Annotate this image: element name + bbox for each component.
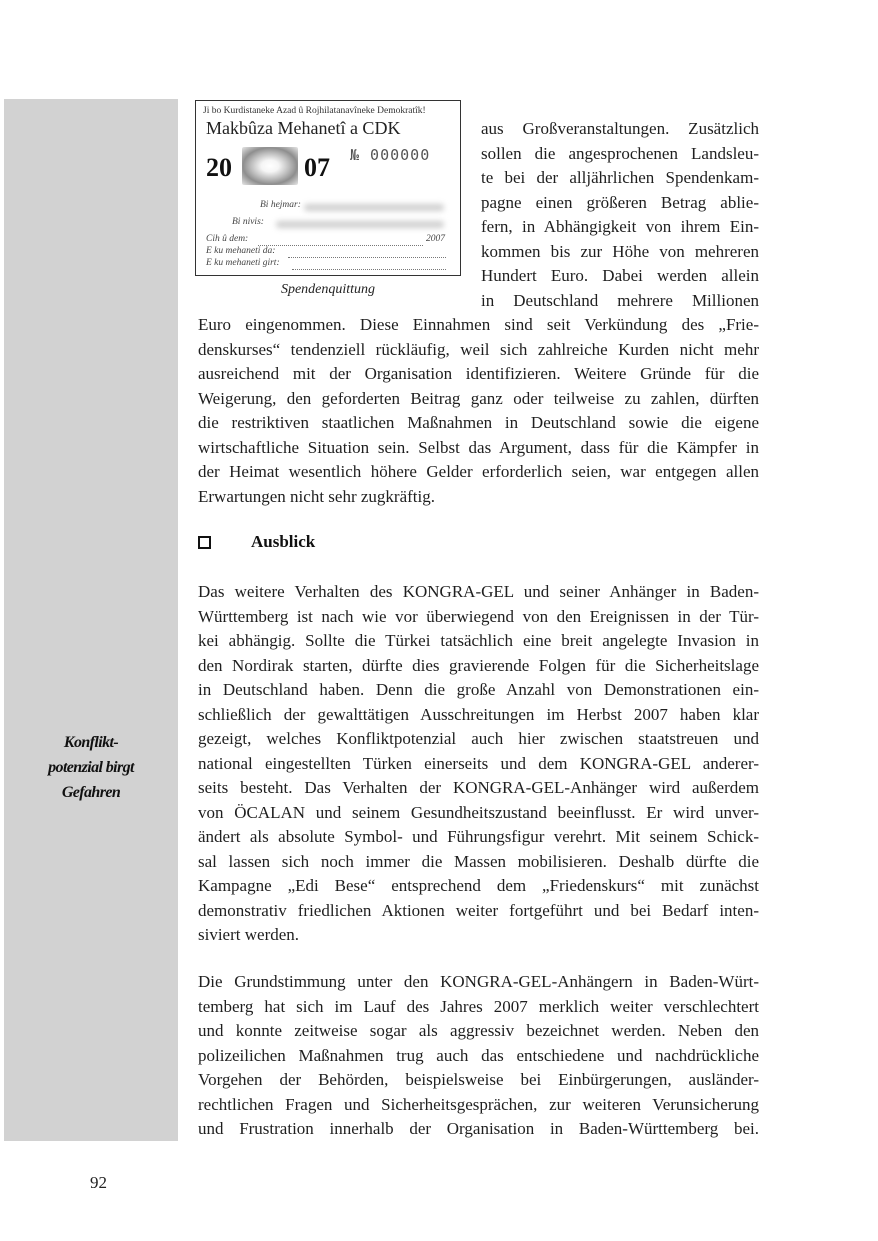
dotted-line (288, 257, 446, 258)
receipt-field-signed: Bi nivis: (232, 217, 264, 227)
margin-note-line: Gefahren (61, 784, 121, 801)
figure-caption: Spendenquittung (280, 282, 376, 297)
text-line: ändert als absolute Symbol- und Führungsfigur verehrt. Mit seinem Schick- (198, 827, 759, 846)
page-number: 92 (90, 1173, 107, 1192)
margin-sidebar (4, 99, 178, 1141)
text-line: den Nordirak starten, dürfte dies gravierende Folgen für die Sicherheitslage (198, 655, 759, 675)
text-line: Vorgehen der Behörden, beispielsweise bei Einbürgerungen, ausländer- (198, 1070, 759, 1089)
receipt-field-date: Cih û dem: (206, 234, 249, 244)
receipt-header: Ji bo Kurdistaneke Azad û Rojhilatanavîneke Demokratîk! (203, 106, 426, 116)
section-heading-text: Ausblick (251, 532, 316, 551)
text-line: demonstrativ friedlichen Aktionen weiter fortgeführt und bei Bedarf inten- (198, 900, 759, 920)
receipt-date-year: 2007 (426, 234, 445, 244)
text-line: die restriktiven staatlichen Maßnahmen in Deutschland sowie die eigene (198, 413, 759, 432)
text-line: Die Grundstimmung unter den KONGRA-GEL-Anhängern in Baden-Würt- (198, 972, 759, 991)
text-line: sal lassen sich noch immer die Massen mobilisieren. Deshalb dürfte die (198, 851, 759, 871)
dotted-line (258, 245, 423, 246)
margin-note-line: potenzial birgt (48, 759, 134, 776)
text-line: aus Großveranstaltungen. Zusätzlich (481, 119, 759, 138)
text-line: in Deutschland mehrere Millionen (481, 290, 759, 310)
text-line: polizeilichen Maßnahmen trug auch das entschiedene und nachdrückliche (198, 1045, 759, 1065)
receipt-title: Makbûza Mehanetî a CDK (206, 118, 401, 138)
text-line: denskurses“ tendenziell rückläufig, weil sich zahlreiche Kurden nicht mehr (198, 339, 759, 359)
text-line: Erwartungen nicht sehr zugkräftig. (198, 486, 435, 506)
text-line: pagne einen größeren Betrag ablie- (481, 192, 759, 212)
receipt-field-name: Bi hejmar: (260, 200, 301, 210)
text-line: in Deutschland haben. Denn die große Anzahl von Demonstrationen ein- (198, 680, 759, 699)
paragraph-mood (198, 970, 759, 1142)
receipt-year-right: 07 (304, 153, 330, 182)
text-line: te bei der alljährlichen Spendenkam- (481, 168, 759, 187)
text-line: Weigerung, den geforderten Beitrag ganz oder teilweise zu zahlen, dürften (198, 388, 759, 408)
text-line: temberg hat sich im Lauf des Jahres 2007 merklich weiter verschlechtert (198, 996, 759, 1016)
text-line: kei abhängig. Sollte die Türkei tatsächlich eine breit angelegte Invasion in (198, 631, 759, 650)
text-line: Hundert Euro. Dabei werden allein (481, 266, 759, 285)
text-line: gezeigt, welches Konfliktpotenzial auch hier zwischen staatstreuen und (198, 729, 759, 748)
paragraph-donations (198, 313, 759, 509)
section-heading (198, 532, 315, 552)
text-line: und konnte zeitweise sogar als aggressiv bezeichnet werden. Neben den (198, 1021, 759, 1040)
text-line: Kampagne „Edi Bese“ entsprechend dem „Friedenskurs“ mit zunächst (198, 876, 759, 895)
receipt-year-left: 20 (206, 153, 232, 182)
receipt-field-amount-received: E ku mehaneti girt: (206, 258, 280, 268)
sun-emblem-icon (242, 147, 298, 185)
text-line: national eingestellten Türken einerseits und dem KONGRA-GEL anderer- (198, 753, 759, 773)
paragraph-beside-figure (481, 117, 759, 313)
margin-note-line: Konflikt- (63, 734, 119, 751)
text-line: Euro eingenommen. Diese Einnahmen sind seit Verkündung des „Frie- (198, 315, 759, 334)
dotted-line (292, 269, 446, 270)
text-line: Das weitere Verhalten des KONGRA-GEL und seiner Anhänger in Baden- (198, 582, 759, 601)
text-line: seits besteht. Das Verhalten der KONGRA-GEL-Anhänger wird außerdem (198, 778, 759, 797)
blurred-value (304, 204, 444, 211)
text-line: kommen bis zur Höhe von mehreren (481, 241, 759, 261)
receipt-number: № 000000 (350, 146, 431, 164)
text-line: und Frustration innerhalb der Organisation in Baden-Württemberg bei. (198, 1119, 759, 1138)
text-line: der Heimat wesentlich höhere Gelder erforderlich seien, war entgegen allen (198, 462, 759, 481)
text-line: siviert werden. (198, 925, 300, 944)
paragraph-outlook (198, 580, 759, 948)
text-line: von ÖCALAN und seinem Gesundheitszustand beeinflusst. Er wird unver- (198, 802, 759, 822)
checkbox-bullet-icon (198, 536, 211, 549)
text-line: wirtschaftliche Situation sein. Selbst das Argument, dass für die Kämpfer in (198, 437, 759, 457)
donation-receipt-figure (195, 100, 461, 276)
blurred-value (276, 221, 444, 228)
text-line: schließlich der gewalttätigen Ausschreitungen im Herbst 2007 haben klar (198, 704, 759, 724)
text-line: ausreichend mit der Organisation identifizieren. Weitere Gründe für die (198, 364, 759, 383)
text-line: rechtlichen Fragen und Sicherheitsgesprächen, zur weiteren Verunsicherung (198, 1094, 759, 1114)
receipt-field-amount-given: E ku mehaneti da: (206, 246, 276, 256)
text-line: sollen die angesprochenen Landsleu- (481, 143, 759, 163)
text-line: fern, in Abhängigkeit von ihrem Ein- (481, 217, 759, 236)
margin-note (4, 730, 178, 805)
text-line: Württemberg ist nach wie vor überwiegend von den Ereignissen in der Tür- (198, 606, 759, 626)
